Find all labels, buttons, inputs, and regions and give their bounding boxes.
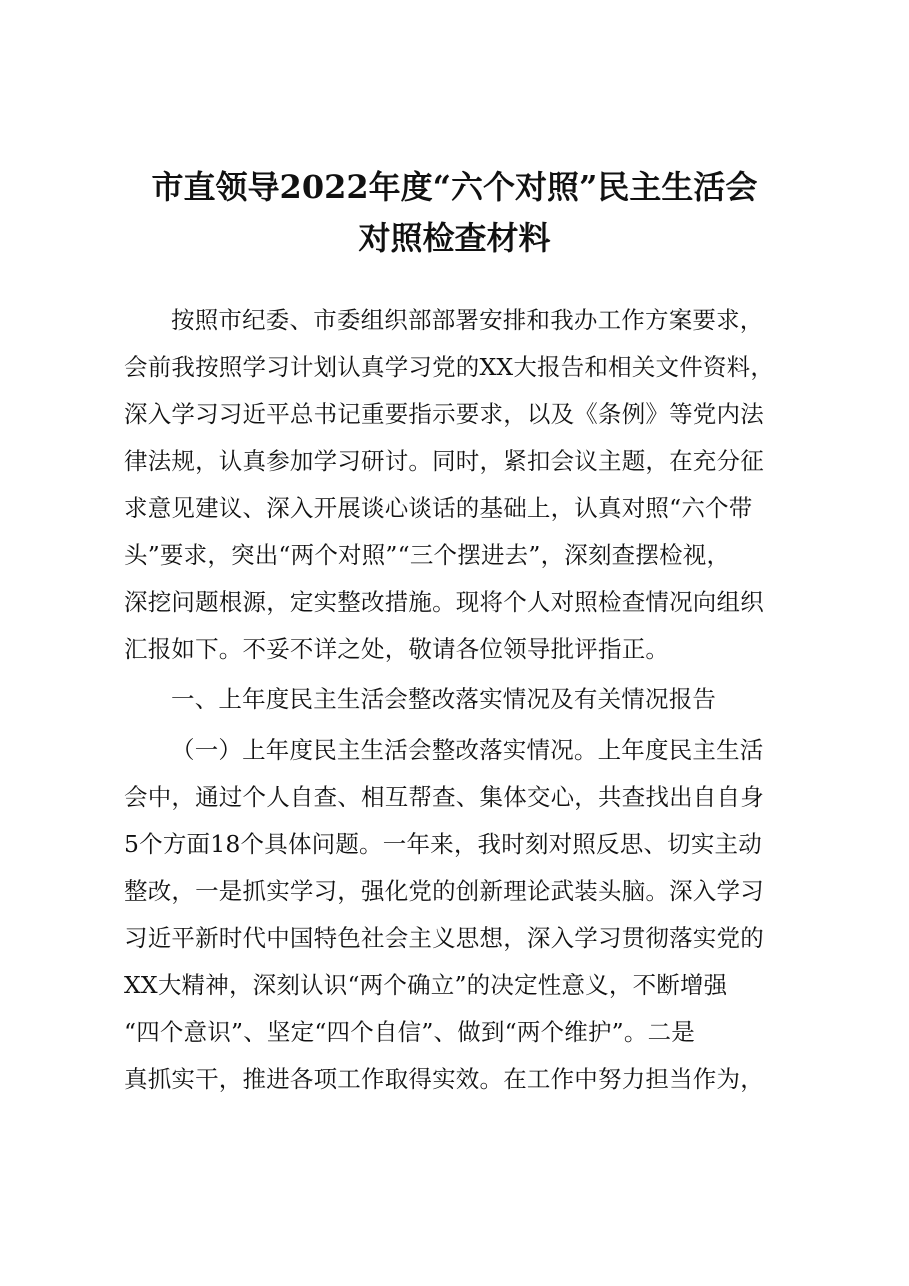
body-line: 深挖问题根源，定实整改措施。现将个人对照检查情况向组织: [124, 588, 764, 616]
body-line: XX大精神，深刻认识“两个确立”的决定性意义，不断增强: [124, 971, 728, 999]
body-line: “四个意识”、坚定“四个自信”、做到“两个维护”。二是: [124, 1018, 695, 1046]
body-line: 按照市纪委、市委组织部部署安排和我办工作方案要求，: [171, 306, 764, 334]
document-title-line-1: 市直领导2022年度“六个对照”民主生活会: [151, 168, 758, 206]
body-line: 整改，一是抓实学习，强化党的创新理论武装头脑。深入学习: [124, 877, 764, 905]
body-line: 会中，通过个人自查、相互帮查、集体交心，共查找出自自身: [124, 783, 764, 811]
body-line: 律法规，认真参加学习研讨。同时，紧扣会议主题，在充分征: [124, 447, 764, 475]
body-line: 会前我按照学习计划认真学习党的XX大报告和相关文件资料，: [124, 353, 775, 381]
body-line: 5个方面18个具体问题。一年来，我时刻对照反思、切实主动: [124, 830, 762, 858]
body-line: 真抓实干，推进各项工作取得实效。在工作中努力担当作为，: [124, 1065, 764, 1093]
section-heading: 一、上年度民主生活会整改落实情况及有关情况报告: [171, 685, 717, 713]
body-line: 汇报如下。不妥不详之处，敬请各位领导批评指正。: [124, 635, 670, 663]
body-line: 求意见建议、深入开展谈心谈话的基础上，认真对照“六个带: [124, 494, 753, 522]
body-line: 习近平新时代中国特色社会主义思想，深入学习贯彻落实党的: [124, 924, 764, 952]
body-line: 深入学习习近平总书记重要指示要求，以及《条例》等党内法: [124, 400, 764, 428]
body-line: 头”要求，突出“两个对照”“三个摆进去”，深刻查摆检视，: [124, 541, 731, 569]
document-title-line-2: 对照检查材料: [358, 219, 551, 257]
subsection-heading: （一）上年度民主生活会整改落实情况。上年度民主生活: [171, 736, 764, 764]
